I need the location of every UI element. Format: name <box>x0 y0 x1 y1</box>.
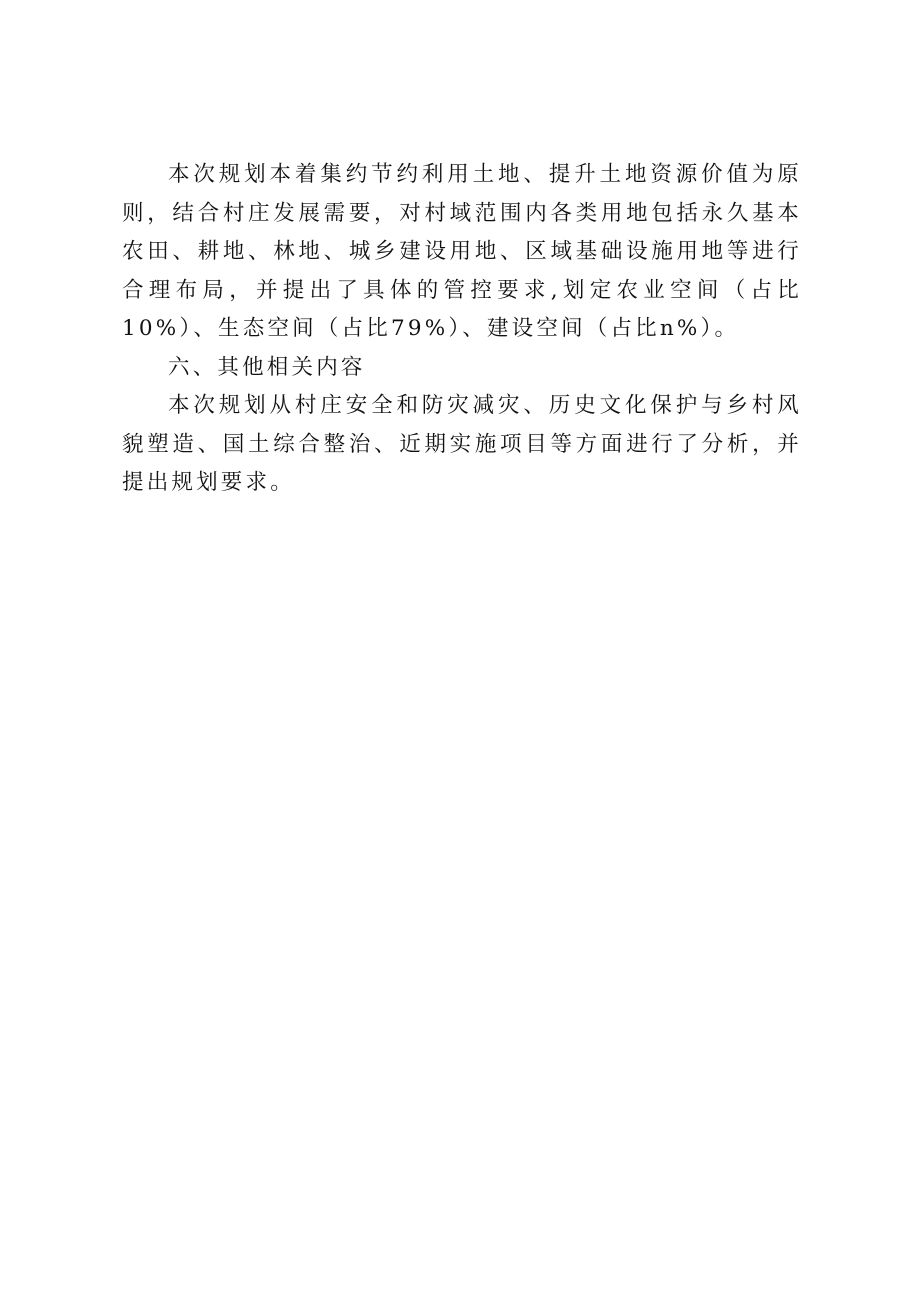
document-page <box>122 156 802 503</box>
other-content-paragraph: 本次规划从村庄安全和防灾减灾、历史文化保护与乡村风貌塑造、国土综合整治、近期实施项目等方面进行了分析，并提出规划要求。 <box>122 393 802 495</box>
land-use-planning-paragraph: 本次规划本着集约节约利用土地、提升土地资源价值为原则，结合村庄发展需要，对村域范围内各类用地包括永久基本农田、耕地、林地、城乡建设用地、区域基础设施用地等进行合理布局，并提出了具体的管控要求,划定农业空间（占比10%）、生态空间（占比79%）、建设空间（占比n%）。 <box>122 162 802 341</box>
section-heading-other-content: 六、其他相关内容 <box>168 354 366 380</box>
